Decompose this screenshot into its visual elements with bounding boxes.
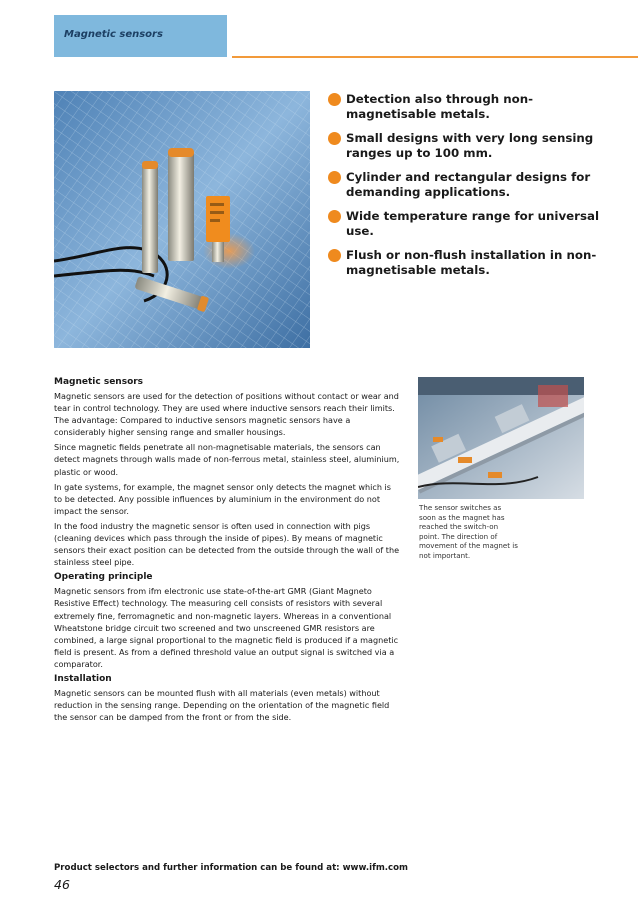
page-number: 46 [54, 877, 70, 892]
paragraph: Magnetic sensors are used for the detection of positions without contact or wear and tear in control technology. They are used where inductive sensors reach their limits. The advantage: Compared to inductive sensors magnetic sensors have a considerably higher sensing range and smaller housings. [54, 391, 399, 438]
application-photo [418, 377, 584, 499]
footer-note: Product selectors and further information can be found at: www.ifm.com [54, 863, 409, 873]
heading-magnetic-sensors: Magnetic sensors [54, 377, 144, 387]
image-caption: The sensor switches as soon as the magnet has reached the switch-on point. The direction of movement of the magnet is not important. [419, 503, 518, 560]
feature-text: Small designs with very long sensing ranges up to 100 mm. [346, 131, 594, 160]
heading-installation: Installation [54, 673, 112, 684]
feature-item [328, 248, 618, 277]
bullet-dot-icon [328, 132, 341, 145]
feature-item [328, 92, 618, 121]
section-title: Magnetic sensors [64, 29, 163, 40]
main-body-text [54, 376, 401, 726]
header-rule [232, 56, 638, 58]
product-photo [54, 91, 310, 348]
feature-text: Wide temperature range for universal use. [346, 209, 599, 238]
bullet-dot-icon [328, 93, 341, 106]
feature-item [328, 170, 618, 199]
feature-text: Flush or non-flush installation in non-magnetisable metals. [346, 248, 597, 277]
feature-text: Detection also through non-magnetisable metals. [346, 92, 534, 121]
feature-list [328, 92, 618, 287]
heading-operating-principle: Operating principle [54, 572, 153, 583]
bullet-dot-icon [328, 171, 341, 184]
bullet-dot-icon [328, 210, 341, 223]
paragraph: Since magnetic fields penetrate all non-magnetisable materials, the sensors can detect magnets through walls made of non-ferrous metal, stainless steel, aluminium, plastic or wood. [54, 442, 400, 477]
paragraph: In the food industry the magnetic sensor is often used in connection with pigs (cleaning devices which pass through the inside of pipes). By means of magnetic sensors their exact position can be detected from the outside through the wall of the stainless steel pipe. [54, 520, 400, 568]
feature-text: Cylinder and rectangular designs for demanding applications. [346, 170, 591, 199]
paragraph: Magnetic sensors can be mounted flush with all materials (even metals) without reduction in the sensing range. Depending on the orientation of the magnetic field the sensor can be damped from the front or from the side. [54, 687, 390, 723]
section-header-tab [54, 15, 227, 57]
feature-item [328, 209, 618, 238]
paragraph: In gate systems, for example, the magnet sensor only detects the magnet which is to be detected. Any possible influences by aluminium in the environment do not impact the sensor. [54, 481, 391, 516]
feature-item [328, 131, 618, 160]
bullet-dot-icon [328, 249, 341, 262]
paragraph: Magnetic sensors from ifm electronic use state-of-the-art GMR (Giant Magneto Resistive Effect) technology. The measuring cell consists of resistors with several extremely fine, ferromagnetic and non-magnetic layers. Whereas in a conventional Wheatstone bridge circuit two screened and two unscreened GMR resistors are combined, a large signal proportional to the magnetic field is produced if a magnetic field is present. As from a defined threshold value an output signal is switched via a comparator. [54, 586, 399, 669]
